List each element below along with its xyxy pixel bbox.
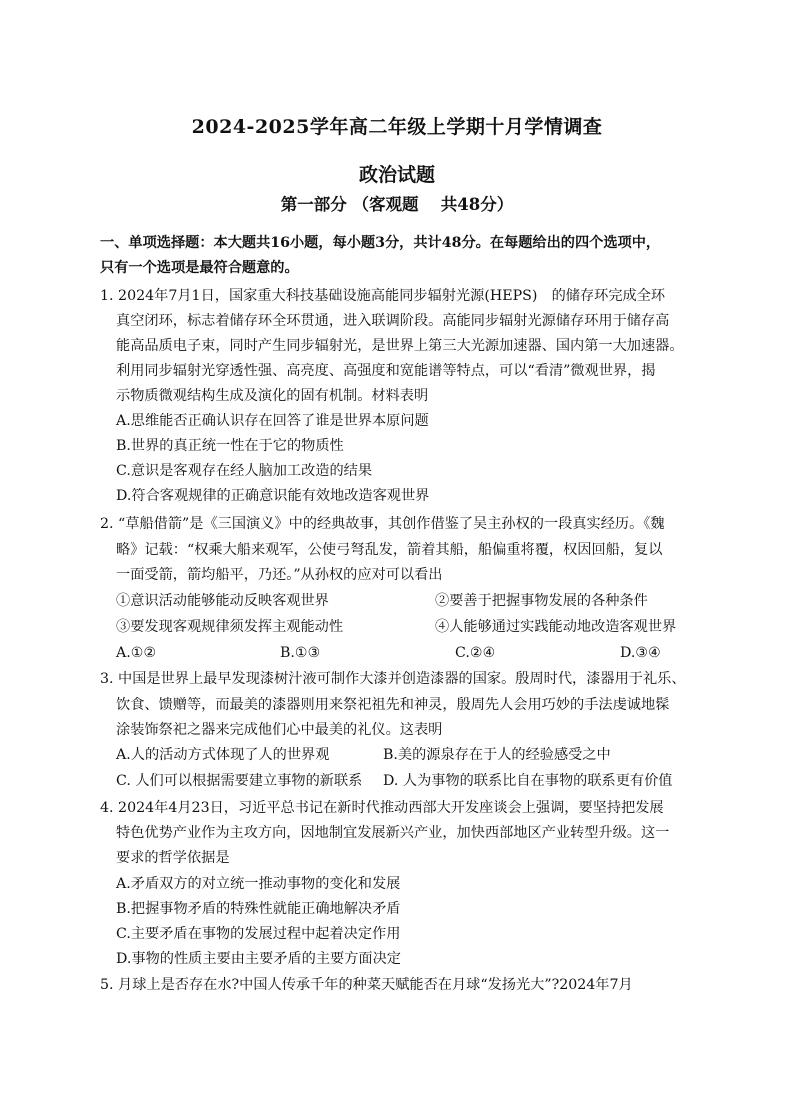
q4-option-a: A.矛盾双方的对立统一推动事物的变化和发展 [116, 876, 401, 892]
q2-statement-3: ③要发现客观规律须发挥主观能动性 [116, 619, 344, 635]
q4-option-d: D.事物的性质主要由主要矛盾的主要方面决定 [116, 951, 401, 967]
q2-statement-1: ①意识活动能够能动反映客观世界 [116, 593, 329, 609]
q4-stem-line: 特色优势产业作为主攻方向，因地制宜发展新兴产业，加快西部地区产业转型升级。这一 [116, 825, 670, 841]
section-instructions-line-1: 一、单项选择题：本大题共16小题，每小题3分，共计48分。在每题给出的四个选项中， [100, 235, 661, 251]
subject-title: 政治试题 [358, 164, 435, 186]
q2-statement-2: ②要善于把握事物发展的各种条件 [435, 593, 648, 609]
q5-stem-line: 5. 月球上是否存在水?中国人传承千年的种菜天赋能否在月球“发扬光大”?2024年7月 [100, 977, 633, 993]
exam-title: 2024-2025学年高二年级上学期十月学情调查 [191, 116, 603, 138]
q3-stem-line: 涂装饰祭祀之器来完成他们心中最美的礼仪。这表明 [116, 722, 443, 738]
part-title: 第一部分 （客观题 共48分） [280, 195, 514, 214]
q1-stem-line: 1. 2024年7月1日，国家重大科技基础设施高能同步辐射光源(HEPS) 的储存环完成全环 [100, 288, 666, 304]
q1-option-d: D.符合客观规律的正确意识能有效地改造客观世界 [116, 488, 430, 504]
q4-option-c: C.主要矛盾在事物的发展过程中起着决定作用 [116, 926, 401, 942]
q2-option-d: D.③④ [620, 645, 661, 661]
q2-stem-line: 一面受箭，箭均船平，乃还。”从孙权的应对可以看出 [116, 567, 443, 583]
q3-stem-line: 饮食、馈赠等，而最美的漆器则用来祭祀祖先和神灵，殷周先人会用巧妙的手法虔诚地髹 [116, 697, 670, 713]
q4-stem-line: 4. 2024年4月23日，习近平总书记在新时代推动西部大开发座谈会上强调，要坚持把发展 [100, 800, 664, 816]
q3-option-b: B.美的源泉存在于人的经验感受之中 [383, 747, 611, 763]
q1-stem-line: 能高品质电子束，同时产生同步辐射光，是世界上第三大光源加速器、国内第一大加速器。 [116, 338, 684, 354]
section-instructions-line-2: 只有一个选项是最符合题意的。 [100, 260, 299, 276]
q1-option-b: B.世界的真正统一性在于它的物质性 [116, 438, 344, 454]
q2-stem-line: 2. “草船借箭”是《三国演义》中的经典故事，其创作借鉴了吴主孙权的一段真实经历。《魏 [100, 516, 665, 532]
q2-option-c: C.②④ [455, 645, 496, 661]
q4-stem-line: 要求的哲学依据是 [116, 850, 230, 866]
q1-stem-line: 利用同步辐射光穿透性强、高亮度、高强度和宽能谱等特点，可以“看清”微观世界，揭 [116, 363, 656, 379]
q1-option-a: A.思维能否正确认识存在回答了谁是世界本原问题 [116, 413, 429, 429]
q3-option-c: C. 人们可以根据需要建立事物的新联系 [116, 773, 363, 789]
q3-option-d: D. 人为事物的联系比自在事物的联系更有价值 [383, 773, 673, 789]
q4-option-b: B.把握事物矛盾的特殊性就能正确地解决矛盾 [116, 901, 401, 917]
q2-option-a: A.①② [116, 645, 157, 661]
q2-statement-4: ④人能够通过实践能动地改造客观世界 [435, 619, 677, 635]
q3-stem-line: 3. 中国是世界上最早发现漆树汁液可制作大漆并创造漆器的国家。殷周时代，漆器用于礼乐、 [100, 671, 686, 687]
q1-option-c: C.意识是客观存在经人脑加工改造的结果 [116, 463, 373, 479]
q2-option-b: B.①③ [280, 645, 321, 661]
q1-stem-line: 真空闭环，标志着储存环全环贯通，进入联调阶段。高能同步辐射光源储存环用于储存高 [116, 313, 670, 329]
q2-stem-line: 略》记载：“权乘大船来观军，公使弓弩乱发，箭着其船，船偏重将覆，权因回船，复以 [116, 542, 663, 558]
q1-stem-line: 示物质微观结构生成及演化的固有机制。材料表明 [116, 388, 429, 404]
q3-option-a: A.人的活动方式体现了人的世界观 [116, 747, 330, 763]
